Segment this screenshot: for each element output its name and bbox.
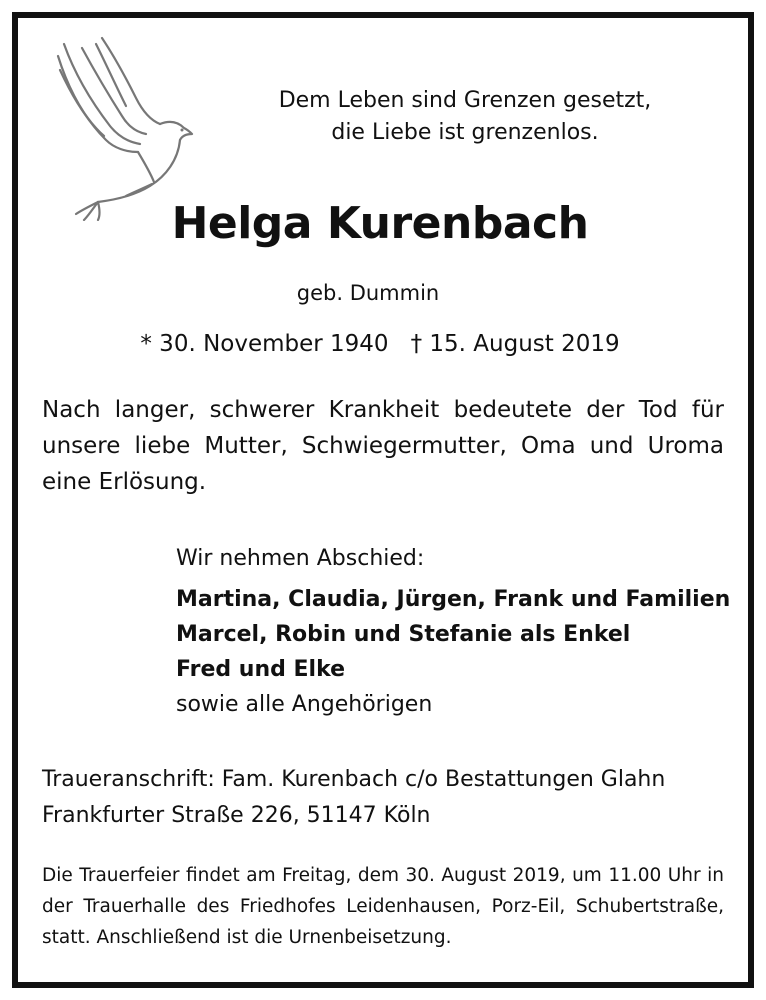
farewell-block	[176, 541, 736, 722]
farewell-intro: Wir nehmen Abschied:	[176, 546, 425, 571]
mourners-others: sowie alle Angehörigen	[176, 692, 433, 717]
quote-line-1: Dem Leben sind Grenzen gesetzt,	[278, 88, 652, 113]
mourners-relatives: Fred und Elke	[176, 657, 346, 682]
life-dates	[110, 331, 650, 357]
mourning-address	[42, 762, 732, 834]
quote-line-2: die Liebe ist grenzenlos.	[331, 120, 599, 145]
mourners-family: Martina, Claudia, Jürgen, Frank und Familien	[176, 587, 731, 612]
service-info: Die Trauerfeier findet am Freitag, dem 30. August 2019, um 11.00 Uhr in der Trauerhalle des Friedhofes Leidenhausen, Porz-Eil, Schubertstraße, statt. Anschließend ist die Urnenbeisetzung.	[42, 865, 724, 948]
death-date: † 15. August 2019	[410, 331, 620, 357]
mourners-grandchildren: Marcel, Robin und Stefanie als Enkel	[176, 622, 631, 647]
address-line-1: Traueranschrift: Fam. Kurenbach c/o Bestattungen Glahn	[42, 767, 666, 792]
birth-date: * 30. November 1940	[140, 331, 389, 357]
announcement-text: Nach langer, schwerer Krankheit bedeutete der Tod für unsere liebe Mutter, Schwiegermutter, Oma und Uroma eine Erlösung.	[42, 397, 724, 495]
maiden-name: geb. Dummin	[296, 281, 440, 305]
memorial-quote	[250, 85, 680, 149]
address-line-2: Frankfurter Straße 226, 51147 Köln	[42, 803, 431, 828]
dove-icon	[54, 36, 194, 221]
deceased-name: Helga Kurenbach	[171, 198, 589, 249]
